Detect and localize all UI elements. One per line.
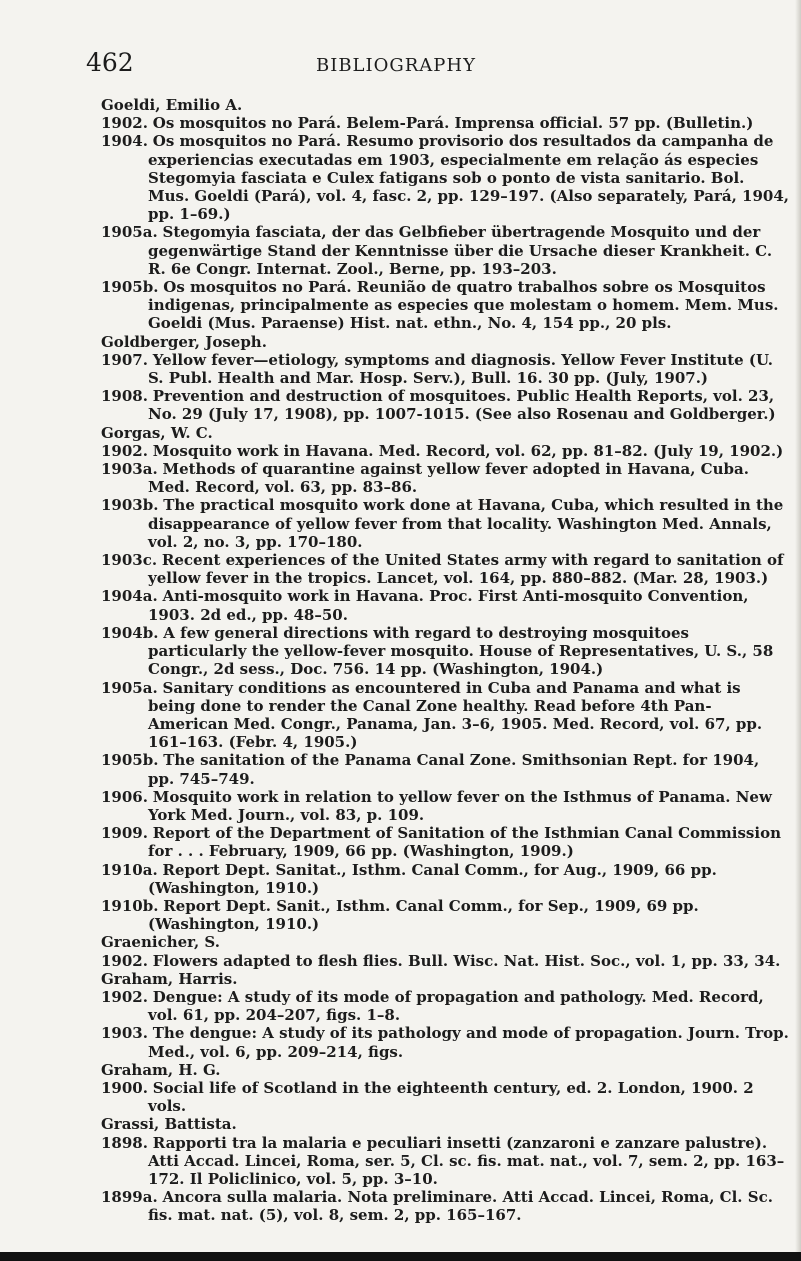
author-heading: Graham, Harris.	[101, 969, 238, 988]
entry-text: Yellow fever—etiology, symptoms and diagnosis. Yellow Fever Institute (U. S. Publ. Health and Mar. Hosp. Serv.), Bull. 16. 30 pp. (July, 1907.)	[148, 350, 773, 388]
author-heading: Grassi, Battista.	[101, 1115, 237, 1134]
bibliography-entry	[101, 788, 789, 824]
entry-text: Mosquito work in Havana. Med. Record, vol. 62, pp. 81–82. (July 19, 1902.)	[152, 441, 784, 460]
entry-text: Mosquito work in relation to yellow fever on the Isthmus of Panama. New York Med. Journ., vol. 83, p. 109.	[148, 787, 772, 824]
entry-text: Social life of Scotland in the eighteenth century, ed. 2. London, 1900. 2 vols.	[148, 1078, 754, 1116]
bibliography-entry	[101, 551, 789, 587]
page-number: 462	[86, 48, 134, 77]
bibliography-entry	[101, 1024, 789, 1060]
entry-year: 1900.	[101, 1078, 148, 1097]
author-heading: Gorgas, W. C.	[101, 423, 213, 442]
entry-text: A few general directions with regard to destroying mosquitoes particularly the yellow-fever mosquito. House of Representatives, U. S., 58 Congr., 2d sess., Doc. 756. 14 pp. (Washington, 1904.)	[148, 623, 774, 679]
entry-year: 1906.	[101, 787, 148, 806]
bibliography-entry	[101, 952, 789, 970]
entry-year: 1902.	[101, 951, 148, 970]
entry-year: 1905a.	[101, 678, 158, 697]
author-heading: Graenicher, S.	[101, 933, 220, 952]
entry-year: 1903a.	[101, 460, 158, 479]
entry-text: Anti-mosquito work in Havana. Proc. First Anti-mosquito Convention, 1903. 2d ed., pp. 48–50.	[148, 587, 749, 624]
bibliography-entry	[101, 861, 789, 897]
page-header	[86, 48, 706, 84]
page-edge-shadow	[795, 0, 801, 1261]
entry-year: 1898.	[101, 1133, 148, 1152]
entry-year: 1905b.	[101, 751, 159, 770]
bibliography-entry	[101, 587, 789, 623]
bibliography-entry	[101, 988, 789, 1024]
bibliography-entry	[101, 223, 789, 278]
entry-year: 1908.	[101, 387, 148, 406]
bibliography-entry	[101, 1134, 789, 1189]
bibliography-entry	[101, 897, 789, 933]
entry-text: Methods of quarantine against yellow fever adopted in Havana, Cuba. Med. Record, vol. 63, pp. 83–86.	[148, 460, 749, 497]
entry-text: Recent experiences of the United States army with regard to sanitation of yellow fever in the tropics. Lancet, vol. 164, pp. 880–882. (Mar. 28, 1903.)	[148, 551, 784, 588]
entry-text: The practical mosquito work done at Havana, Cuba, which resulted in the disappearance of yellow fever from that locality. Washington Med. Annals, vol. 2, no. 3, pp. 170–180.	[148, 496, 784, 551]
entry-year: 1905a.	[101, 223, 158, 242]
bibliography-list	[101, 96, 789, 1225]
entry-text: Flowers adapted to flesh flies. Bull. Wisc. Nat. Hist. Soc., vol. 1, pp. 33, 34.	[152, 951, 781, 970]
bibliography-entry	[101, 351, 789, 387]
entry-year: 1902.	[101, 441, 148, 460]
entry-text: Os mosquitos no Pará. Resumo provisorio dos resultados da campanha de experiencias executadas em 1903, especialmente em relação ás especies Stegomyia fasciata e Culex fatigans sob o ponto de vista sanitario. Bol. Mus. Goeldi (Pará), vol. 4, fasc. 2, pp. 129–197. (Also separately, Pará, 1904, pp. 1–69.)	[148, 132, 789, 224]
entry-year: 1904.	[101, 132, 148, 151]
entry-text: Prevention and destruction of mosquitoes. Public Health Reports, vol. 23, No. 29 (July 17, 1908), pp. 1007-1015. (See also Rosenau and Goldberger.)	[148, 387, 776, 424]
entry-text: The dengue: A study of its pathology and mode of propagation. Journ. Trop. Med., vol. 6, pp. 209–214, figs.	[148, 1024, 789, 1061]
bibliography-entry	[101, 460, 789, 496]
author-heading: Goeldi, Emilio A.	[101, 96, 243, 114]
running-title: BIBLIOGRAPHY	[315, 55, 476, 76]
author-heading: Goldberger, Joseph.	[101, 332, 267, 351]
entry-year: 1904b.	[101, 623, 159, 642]
bibliography-entry	[101, 132, 789, 223]
bibliography-entry	[101, 624, 789, 679]
entry-year: 1910b.	[101, 896, 159, 915]
entry-text: Report Dept. Sanit., Isthm. Canal Comm., for Sep., 1909, 69 pp. (Washington, 1910.)	[148, 896, 699, 934]
bibliography-entry	[101, 496, 789, 551]
bibliography-entry	[101, 1188, 789, 1224]
entry-year: 1903.	[101, 1024, 148, 1043]
bibliography-entry	[101, 387, 789, 423]
entry-year: 1899a.	[101, 1188, 158, 1207]
entry-year: 1903c.	[101, 551, 158, 570]
entry-text: Ancora sulla malaria. Nota preliminare. Atti Accad. Lincei, Roma, Cl. Sc. fis. mat. nat. (5), vol. 8, sem. 2, pp. 165–167.	[148, 1188, 773, 1225]
entry-year: 1902.	[101, 114, 148, 133]
entry-text: Os mosquitos no Pará. Reunião de quatro trabalhos sobre os Mosquitos indigenas, principalmente as especies que molestam o homem. Mem. Mus. Goeldi (Mus. Paraense) Hist. nat. ethn., No. 4, 154 pp., 20 pls.	[148, 278, 779, 333]
entry-text: Sanitary conditions as encountered in Cuba and Panama and what is being done to render the Canal Zone healthy. Read before 4th Pan-American Med. Congr., Panama, Jan. 3–6, 1905. Med. Record, vol. 67, pp. 161–163. (Febr. 4, 1905.)	[148, 678, 763, 752]
bottom-rule	[0, 1252, 801, 1261]
bibliography-entry	[101, 278, 789, 333]
entry-year: 1903b.	[101, 496, 159, 515]
entry-text: Dengue: A study of its mode of propagation and pathology. Med. Record, vol. 61, pp. 204–207, figs. 1–8.	[148, 987, 764, 1025]
author-heading: Graham, H. G.	[101, 1060, 221, 1079]
bibliography-entry	[101, 114, 789, 132]
entry-text: Rapporti tra la malaria e peculiari insetti (zanzaroni e zanzare palustre). Atti Accad. Lincei, Roma, ser. 5, Cl. sc. fis. mat. nat., vol. 7, sem. 2, pp. 163–172. Il Policlinico, vol. 5, pp. 3–10.	[148, 1133, 785, 1188]
entry-year: 1902.	[101, 987, 148, 1006]
bibliography-entry	[101, 679, 789, 752]
entry-text: Report of the Department of Sanitation of the Isthmian Canal Commission for . . . February, 1909, 66 pp. (Washington, 1909.)	[148, 824, 781, 861]
entry-text: The sanitation of the Panama Canal Zone. Smithsonian Rept. for 1904, pp. 745–749.	[148, 751, 760, 788]
bibliography-entry	[101, 1079, 789, 1115]
bibliography-entry	[101, 442, 789, 460]
entry-text: Os mosquitos no Pará. Belem-Pará. Imprensa official. 57 pp. (Bulletin.)	[152, 114, 754, 133]
entry-year: 1909.	[101, 824, 148, 843]
bibliography-entry	[101, 824, 789, 860]
entry-text: Stegomyia fasciata, der das Gelbfieber übertragende Mosquito und der gegenwärtige Stand der Kenntnisse über die Ursache dieser Krankheit. C. R. 6e Congr. Internat. Zool., Berne, pp. 193–203.	[148, 223, 773, 278]
bibliography-entry	[101, 751, 789, 787]
entry-year: 1905b.	[101, 278, 159, 297]
entry-year: 1910a.	[101, 860, 158, 879]
entry-year: 1904a.	[101, 587, 158, 606]
entry-year: 1907.	[101, 350, 148, 369]
entry-text: Report Dept. Sanitat., Isthm. Canal Comm., for Aug., 1909, 66 pp. (Washington, 1910.)	[148, 860, 717, 897]
